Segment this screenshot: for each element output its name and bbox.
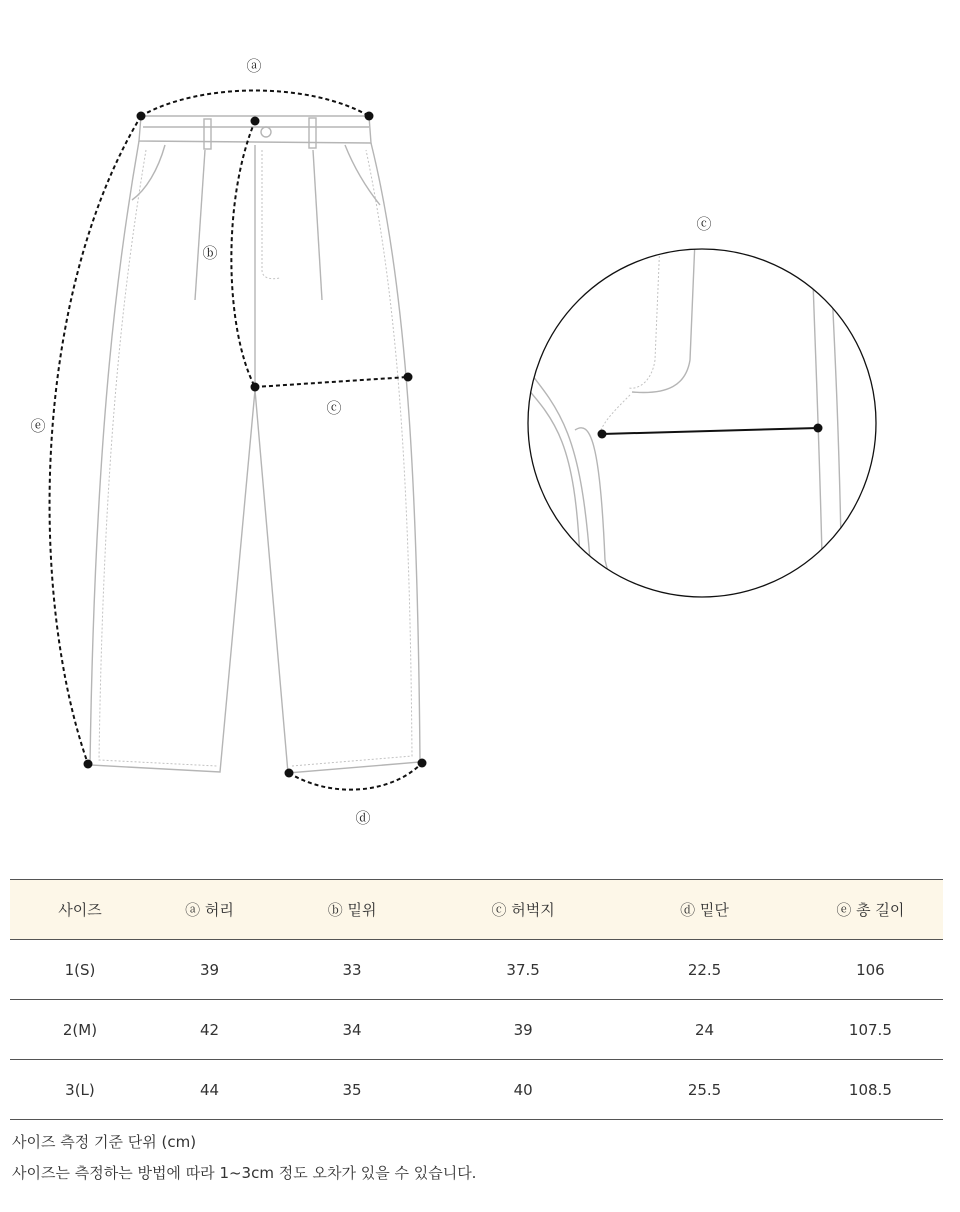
cell-hem: 24 — [694, 1020, 715, 1039]
zoom-circle-border — [528, 249, 876, 597]
point-a-left — [137, 112, 146, 121]
pocket-right — [345, 145, 380, 205]
point-a-right — [365, 112, 374, 121]
detail-thigh-line — [602, 428, 818, 434]
measure-a-waist — [141, 91, 369, 117]
point-e-bottom — [84, 760, 93, 769]
cell-size: 3(L) — [65, 1080, 95, 1099]
fly-stitch — [262, 150, 280, 279]
cell-waist: 42 — [199, 1020, 220, 1039]
left-leg — [90, 141, 255, 772]
cell-waist: 44 — [199, 1080, 220, 1099]
table-row — [10, 1000, 943, 1060]
cell-rise: 33 — [342, 960, 362, 979]
cell-rise: 35 — [342, 1080, 362, 1099]
unit-note: 사이즈 측정 기준 단위 (cm) — [12, 1133, 197, 1151]
header-length: ⓔ 총 길이 — [836, 901, 905, 919]
label-c: ⓒ — [326, 399, 342, 417]
belt-loop-left — [204, 119, 211, 149]
button-icon — [261, 127, 271, 137]
cell-hem: 22.5 — [687, 960, 722, 979]
size-table — [10, 879, 943, 1120]
detail-point-right — [814, 424, 823, 433]
cell-waist: 39 — [199, 960, 220, 979]
cell-length: 106 — [856, 960, 885, 979]
header-waist: ⓐ 허리 — [185, 901, 234, 919]
measurement-lines — [50, 91, 427, 790]
point-c-left — [251, 383, 260, 392]
cell-rise: 34 — [342, 1020, 362, 1039]
table-header-row — [10, 880, 943, 940]
header-rise: ⓑ 밑위 — [327, 901, 377, 919]
table-row — [10, 940, 943, 1000]
detail-point-left — [598, 430, 607, 439]
header-hem: ⓓ 밑단 — [680, 901, 729, 919]
thigh-detail-zoom — [520, 240, 876, 600]
point-b-top — [251, 117, 260, 126]
belt-loop-right — [309, 118, 316, 148]
cell-size: 1(S) — [64, 960, 96, 979]
cell-size: 2(M) — [62, 1020, 98, 1039]
measure-c-thigh — [255, 377, 408, 387]
header-size: 사이즈 — [58, 901, 102, 919]
cell-thigh: 39 — [513, 1020, 533, 1039]
header-thigh: ⓒ 허벅지 — [491, 901, 555, 919]
label-b: ⓑ — [202, 244, 218, 262]
label-a: ⓐ — [246, 57, 262, 75]
right-leg — [255, 143, 420, 773]
point-d-right — [418, 759, 427, 768]
point-c-right — [404, 373, 413, 382]
disclaimer-note: 사이즈는 측정하는 방법에 따라 1~3cm 정도 오차가 있을 수 있습니다. — [12, 1164, 477, 1182]
cell-length: 108.5 — [848, 1080, 892, 1099]
cell-length: 107.5 — [848, 1020, 892, 1039]
cell-thigh: 37.5 — [506, 960, 540, 979]
point-d-left — [285, 769, 294, 778]
measure-b-rise — [231, 121, 255, 387]
label-detail-c: ⓒ — [696, 215, 712, 233]
table-row — [10, 1060, 943, 1120]
pants-illustration — [90, 116, 420, 773]
label-d: ⓓ — [355, 809, 371, 827]
cell-thigh: 40 — [513, 1080, 533, 1099]
cell-hem: 25.5 — [687, 1080, 722, 1099]
label-e: ⓔ — [30, 417, 46, 435]
